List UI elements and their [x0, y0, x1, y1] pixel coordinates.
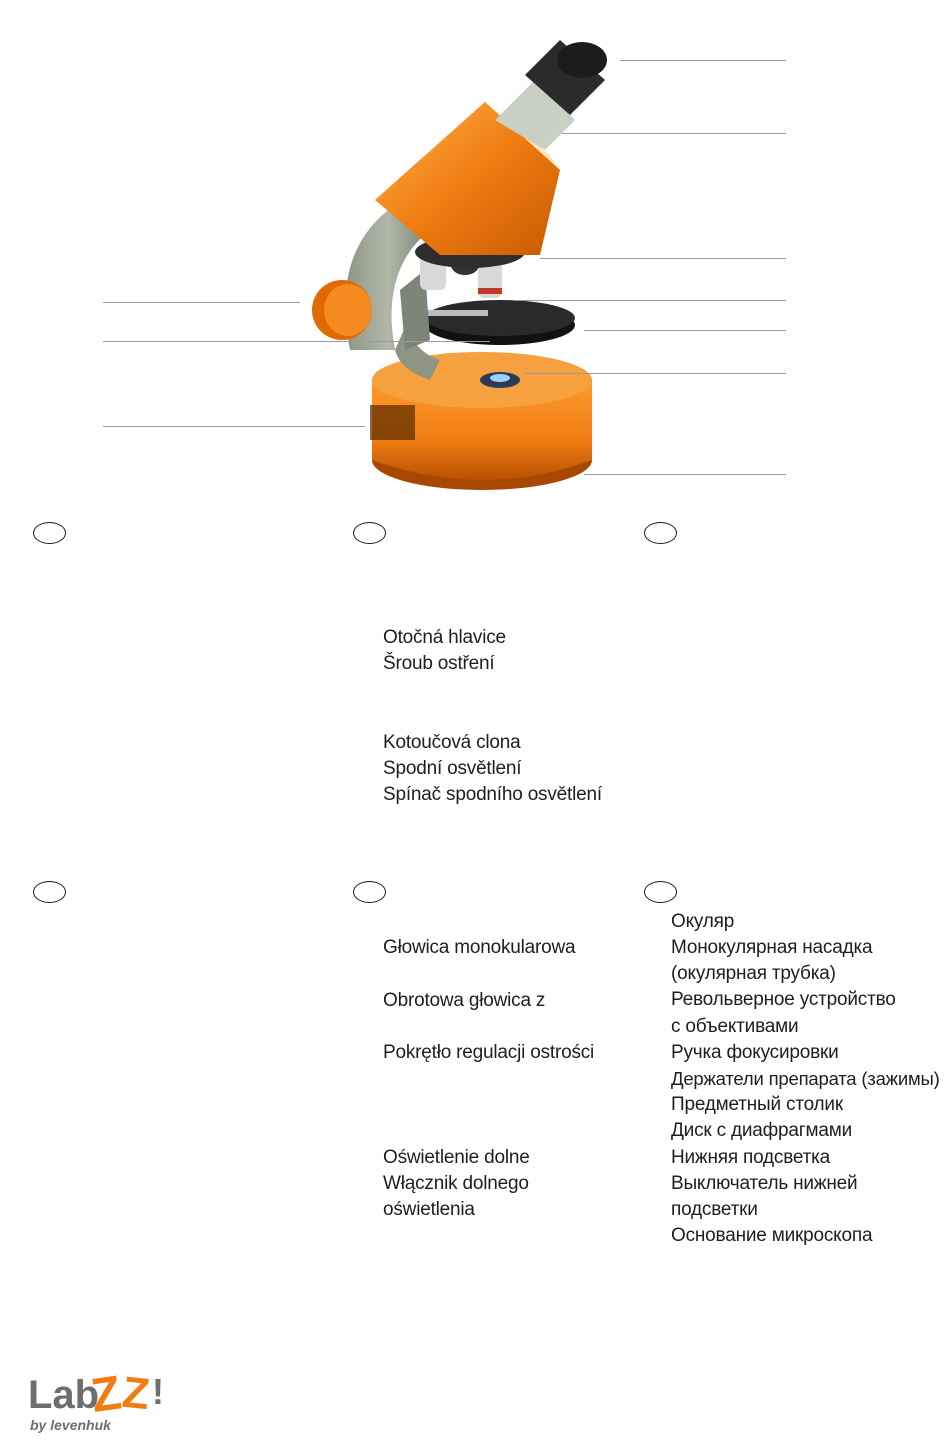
ru-label: Выключатель нижней — [671, 1173, 858, 1194]
svg-text:Z: Z — [119, 1367, 152, 1420]
language-badge-2 — [353, 522, 386, 544]
ru-label: Нижняя подсветка — [671, 1147, 831, 1168]
ru-label: с объективами — [671, 1016, 799, 1037]
svg-text:by levenhuk: by levenhuk — [30, 1417, 111, 1433]
cz-label: Otočná hlavice — [383, 627, 506, 648]
ru-label: Предметный столик — [671, 1094, 843, 1115]
pl-label: Głowica monokularowa — [383, 937, 576, 958]
callout-line-clips — [515, 300, 786, 301]
cz-label: Kotoučová clona — [383, 732, 521, 753]
callout-line-stage — [584, 330, 786, 331]
callout-line-illumination — [525, 373, 786, 374]
language-badge-1 — [33, 522, 66, 544]
labzz-logo — [28, 1358, 168, 1436]
cz-label: Spodní osvětlení — [383, 758, 522, 779]
ru-label: подсветки — [671, 1199, 758, 1220]
ru-label: (окулярная трубка) — [671, 963, 836, 984]
pl-label: Pokrętło regulacji ostrości — [383, 1042, 595, 1063]
pl-label: Oświetlenie dolne — [383, 1147, 530, 1168]
microscope-illustration — [300, 20, 610, 500]
svg-text:Z: Z — [87, 1366, 125, 1424]
cz-label: Spínač spodního osvětlení — [383, 784, 602, 805]
callout-line-switch — [103, 426, 365, 427]
callout-line-head — [562, 133, 786, 134]
language-badge-4 — [33, 881, 66, 903]
svg-text:!: ! — [152, 1371, 164, 1412]
pl-label: Włącznik dolnego — [383, 1173, 529, 1194]
ru-label: Держатели препарата (зажимы) — [671, 1068, 940, 1089]
language-badge-6 — [644, 881, 677, 903]
svg-text:Lab: Lab — [28, 1373, 100, 1417]
callout-line-base — [584, 474, 786, 475]
ru-label: Окуляр — [671, 911, 735, 932]
callout-line-diaphragm — [103, 341, 490, 342]
ru-label: Монокулярная насадка — [671, 937, 873, 958]
pl-label: oświetlenia — [383, 1199, 475, 1220]
cz-label: Šroub ostření — [383, 653, 495, 674]
language-badge-3 — [644, 522, 677, 544]
ru-label: Револьверное устройство — [671, 989, 896, 1010]
callout-line-focus-knob — [103, 302, 300, 303]
callout-line-eyepiece — [620, 60, 786, 61]
ru-label: Диск с диафрагмами — [671, 1120, 853, 1141]
ru-label: Ручка фокусировки — [671, 1042, 839, 1063]
callout-line-revolver — [540, 258, 786, 259]
pl-label: Obrotowa głowica z — [383, 990, 546, 1011]
ru-label: Основание микроскопа — [671, 1225, 873, 1246]
language-badge-5 — [353, 881, 386, 903]
